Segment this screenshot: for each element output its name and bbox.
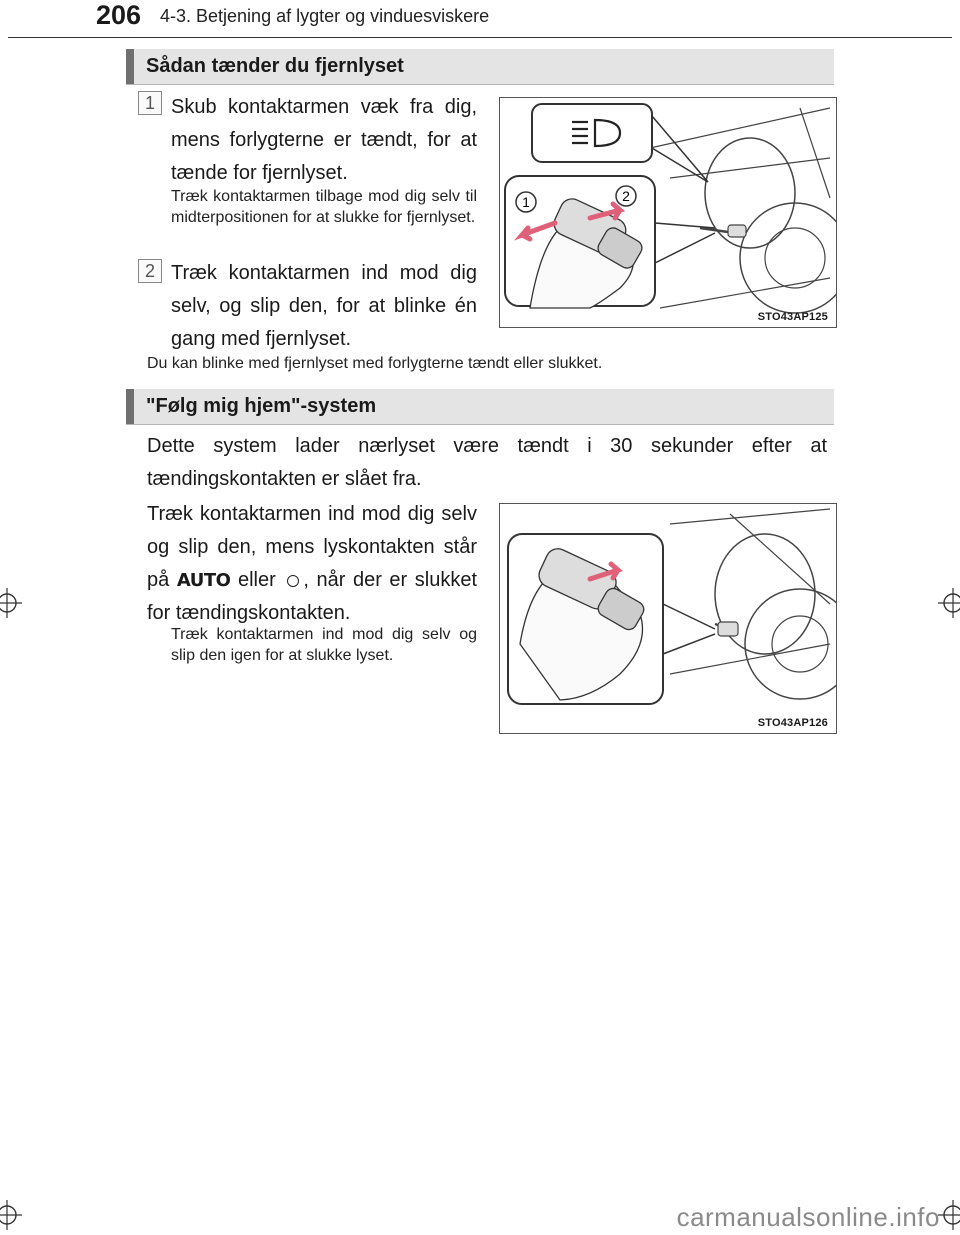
instruction-text-2: eller — [237, 569, 276, 591]
step-1-text: Skub kontaktarmen væk fra dig, mens forlygterne er tændt, for at tænde for fjernlyset. — [171, 96, 477, 184]
section-2-intro: Dette system lader nærlyset være tændt i 30 sekunder efter at tændingskontakten er slået fra. — [147, 435, 827, 490]
section-title: "Følg mig hjem"-system — [146, 395, 377, 417]
section-2-note: Træk kontaktarmen ind mod dig selv og slip den igen for at slukke lyset. — [171, 626, 477, 664]
header-rule — [8, 37, 952, 38]
light-symbol-icon — [287, 575, 299, 587]
instruction-text-1: Træk kontaktarmen ind mod dig selv og slip den, mens lyskontakten står på — [147, 503, 477, 591]
page-number: 206 — [96, 0, 142, 30]
figure-lever-high-beam — [499, 97, 837, 328]
section-title: Sådan tænder du fjernlyset — [146, 55, 404, 77]
callout-2: 2 — [622, 188, 630, 204]
section-1-note: Du kan blinke med fjernlyset med forlygterne tændt eller slukket. — [147, 355, 603, 372]
lever-illustration — [500, 98, 836, 327]
section-accent — [126, 389, 134, 424]
auto-symbol-icon: AUTO — [176, 570, 231, 591]
registration-mark-icon — [938, 1200, 960, 1230]
step-2-marker: 2 — [138, 259, 162, 283]
figure-lever-follow-me-home — [499, 503, 837, 734]
step-1-note: Træk kontaktarmen tilbage mod dig selv til midterpositionen for at slukke for fjernlyset. — [171, 188, 477, 226]
callout-1: 1 — [522, 194, 530, 210]
step-1-marker: 1 — [138, 91, 162, 115]
registration-mark-icon — [0, 588, 22, 618]
lever-illustration — [500, 504, 836, 733]
chapter-title: 4-3. Betjening af lygter og vinduesviskere — [160, 6, 490, 26]
section-2-instruction — [147, 498, 477, 630]
watermark: carmanualsonline.info — [676, 1202, 940, 1232]
section-heading-high-beam — [126, 49, 834, 85]
section-heading-follow-me-home — [126, 389, 834, 425]
instruction-text-3: , når der er slukket for tændingskontakten. — [147, 569, 478, 624]
section-accent — [126, 49, 134, 84]
figure-label: STO43AP125 — [757, 311, 828, 323]
registration-mark-icon — [938, 588, 960, 618]
registration-mark-icon — [0, 1200, 22, 1230]
step-2-text: Træk kontaktarmen ind mod dig selv, og slip den, for at blinke én gang med fjernlyset. — [171, 262, 477, 350]
figure-label: STO43AP126 — [757, 717, 828, 729]
